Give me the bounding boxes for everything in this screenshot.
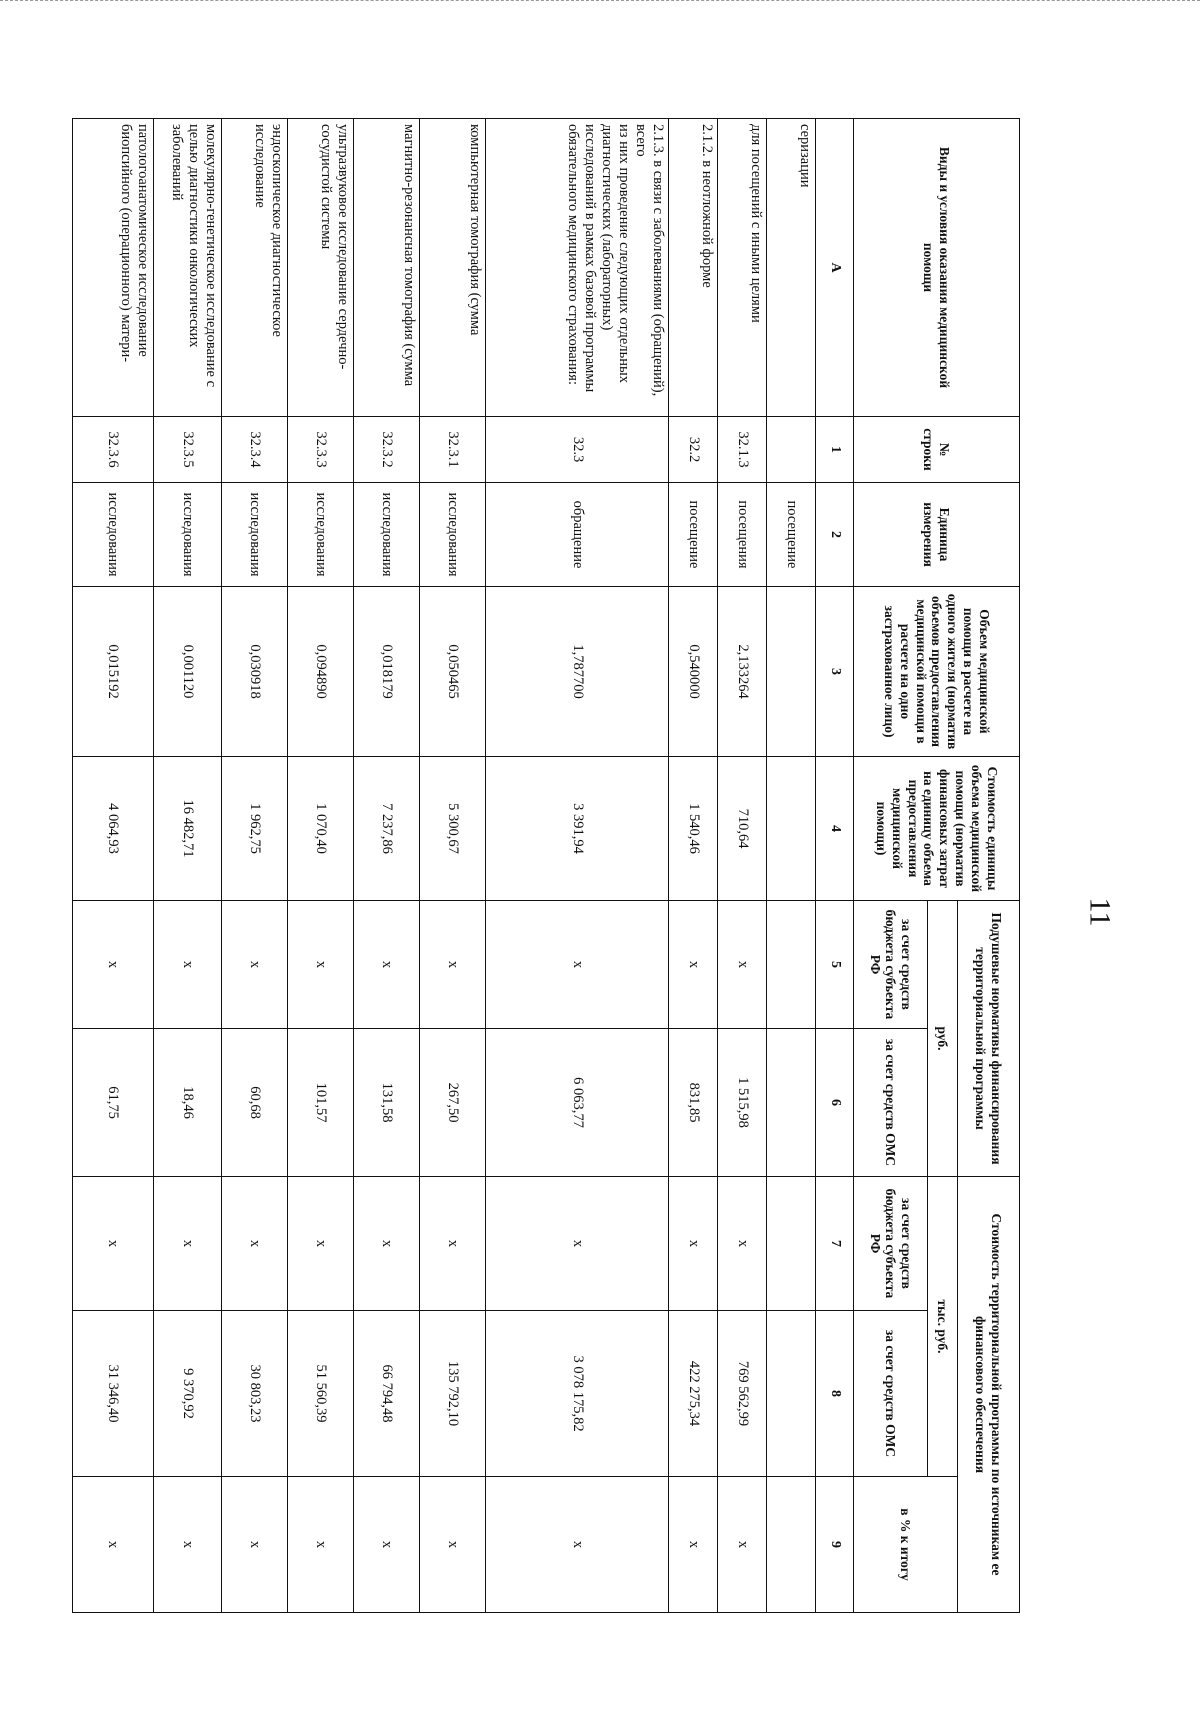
- row-budget-5: х: [354, 901, 420, 1029]
- table-row: [718, 119, 767, 1613]
- row-oms-6: 1 515,98: [718, 1029, 767, 1177]
- row-unit-cost: [767, 757, 816, 901]
- row-budget-5: х: [73, 901, 154, 1029]
- row-unit-cost: 1 070,40: [288, 757, 354, 901]
- row-budget-7: х: [718, 1177, 767, 1311]
- index-cell: А: [816, 119, 854, 417]
- row-line-number: 32.3.3: [288, 417, 354, 483]
- row-unit: исследования: [420, 483, 486, 587]
- row-oms-6: 267,50: [420, 1029, 486, 1177]
- row-unit-cost: 16 482,71: [153, 757, 222, 901]
- financing-table: [72, 118, 1020, 1613]
- row-unit-cost: 7 237,86: [354, 757, 420, 901]
- row-unit: исследования: [73, 483, 154, 587]
- row-line-number: 32.3: [486, 417, 669, 483]
- row-budget-7: х: [354, 1177, 420, 1311]
- row-percent: х: [222, 1477, 288, 1613]
- row-oms-8: 135 792,10: [420, 1311, 486, 1477]
- row-budget-5: х: [153, 901, 222, 1029]
- header-unit-cost: Стоимость единицы объема медицинской помощи (норматив финансовых затрат на единицу объема предоставления медицинской помощи): [854, 757, 1020, 901]
- row-percent: х: [669, 1477, 718, 1613]
- row-oms-8: 66 794,48: [354, 1311, 420, 1477]
- row-budget-7: [767, 1177, 816, 1311]
- row-unit: посещение: [669, 483, 718, 587]
- index-cell: 9: [816, 1477, 854, 1613]
- column-index-row: [816, 119, 854, 1613]
- row-line-number: 32.3.4: [222, 417, 288, 483]
- row-percent: х: [486, 1477, 669, 1613]
- row-volume: [767, 587, 816, 757]
- table-row: [222, 119, 288, 1613]
- row-percent: х: [718, 1477, 767, 1613]
- row-budget-7: х: [669, 1177, 718, 1311]
- table-row: [288, 119, 354, 1613]
- header-program-cost-group: Стоимость территориальной программы по источникам ее финансового обеспечения: [958, 1177, 1020, 1613]
- index-cell: 1: [816, 417, 854, 483]
- row-unit: исследования: [222, 483, 288, 587]
- row-label: 2.1.2. в неотложной форме: [669, 119, 718, 417]
- row-unit: исследования: [288, 483, 354, 587]
- row-line-number: 32.3.2: [354, 417, 420, 483]
- row-budget-7: х: [288, 1177, 354, 1311]
- row-line-number: 32.3.5: [153, 417, 222, 483]
- index-cell: 3: [816, 587, 854, 757]
- row-budget-5: х: [718, 901, 767, 1029]
- row-volume: 0,540000: [669, 587, 718, 757]
- row-percent: х: [153, 1477, 222, 1613]
- row-unit-cost: 1 962,75: [222, 757, 288, 901]
- row-percent: х: [73, 1477, 154, 1613]
- index-cell: 5: [816, 901, 854, 1029]
- row-budget-7: х: [486, 1177, 669, 1311]
- row-unit-cost: 4 064,93: [73, 757, 154, 901]
- row-volume: 0,030918: [222, 587, 288, 757]
- row-oms-6: 101,57: [288, 1029, 354, 1177]
- index-cell: 6: [816, 1029, 854, 1177]
- row-percent: х: [288, 1477, 354, 1613]
- scan-edge: [0, 0, 1200, 9]
- table-row: [669, 119, 718, 1613]
- row-budget-7: х: [222, 1177, 288, 1311]
- row-oms-8: 30 803,23: [222, 1311, 288, 1477]
- table-row: [153, 119, 222, 1613]
- row-oms-6: 18,46: [153, 1029, 222, 1177]
- row-budget-5: х: [288, 901, 354, 1029]
- header-unit-rub: руб.: [928, 901, 958, 1177]
- table-row: [354, 119, 420, 1613]
- row-budget-5: х: [669, 901, 718, 1029]
- header-line-number: № строки: [854, 417, 1020, 483]
- table-row: [420, 119, 486, 1613]
- row-line-number: 32.1.3: [718, 417, 767, 483]
- row-volume: 0,015192: [73, 587, 154, 757]
- table-row: [767, 119, 816, 1613]
- row-oms-8: 769 562,99: [718, 1311, 767, 1477]
- row-label: компьютерная томография (сумма: [420, 119, 486, 417]
- row-label: для посещений с иными целями: [718, 119, 767, 417]
- header-unit: Единица измерения: [854, 483, 1020, 587]
- row-label: 2.1.3. в связи с заболеваниями (обращений), всего из них проведение следующих отдельных диагностических (лабораторных) исследований в рамках базовой программы обязательного медицинского страхования:: [486, 119, 669, 417]
- row-volume: 0,001120: [153, 587, 222, 757]
- header-kinds: Виды и условия оказания медицинской помощи: [854, 119, 1020, 417]
- row-percent: [767, 1477, 816, 1613]
- row-unit: посещение: [767, 483, 816, 587]
- header-budget-5: за счет средств бюджета субъекта РФ: [854, 901, 928, 1029]
- index-cell: 8: [816, 1311, 854, 1477]
- row-unit: исследования: [354, 483, 420, 587]
- row-oms-6: 831,85: [669, 1029, 718, 1177]
- row-volume: 0,018179: [354, 587, 420, 757]
- row-percent: х: [354, 1477, 420, 1613]
- table-row: [486, 119, 669, 1613]
- page-number: 11: [1083, 897, 1117, 927]
- row-label: молекулярно-генетическое исследование с целью диагностики онкологических заболеваний: [153, 119, 222, 417]
- index-cell: 2: [816, 483, 854, 587]
- row-oms-6: 60,68: [222, 1029, 288, 1177]
- index-cell: 4: [816, 757, 854, 901]
- row-unit: исследования: [153, 483, 222, 587]
- rotated-table-container: [72, 118, 1020, 1612]
- row-unit-cost: 710,64: [718, 757, 767, 901]
- row-oms-8: 9 370,92: [153, 1311, 222, 1477]
- row-budget-5: х: [222, 901, 288, 1029]
- row-unit: посещения: [718, 483, 767, 587]
- row-budget-5: [767, 901, 816, 1029]
- row-label: патологоанатомическое исследование биопсийного (операционного) матери-: [73, 119, 154, 417]
- row-volume: 0,050465: [420, 587, 486, 757]
- row-budget-7: х: [73, 1177, 154, 1311]
- row-volume: 0,094890: [288, 587, 354, 757]
- row-oms-6: 6 063,77: [486, 1029, 669, 1177]
- row-budget-5: х: [420, 901, 486, 1029]
- header-percent: в % к итогу: [854, 1477, 958, 1613]
- row-oms-6: [767, 1029, 816, 1177]
- header-per-capita-group: Подушевые нормативы финансирования территориальной программы: [958, 901, 1020, 1177]
- row-line-number: [767, 417, 816, 483]
- header-oms-6: за счет средств ОМС: [854, 1029, 928, 1177]
- row-unit: обращение: [486, 483, 669, 587]
- row-unit-cost: 3 391,94: [486, 757, 669, 901]
- row-oms-8: 3 078 175,82: [486, 1311, 669, 1477]
- row-volume: 2,133264: [718, 587, 767, 757]
- row-oms-8: [767, 1311, 816, 1477]
- row-line-number: 32.3.1: [420, 417, 486, 483]
- row-label: эндоскопическое диагностическое исследование: [222, 119, 288, 417]
- header-budget-7: за счет средств бюджета субъекта РФ: [854, 1177, 928, 1311]
- table-row: [73, 119, 154, 1613]
- header-oms-8: за счет средств ОМС: [854, 1311, 928, 1477]
- row-line-number: 32.2: [669, 417, 718, 483]
- row-label: магнитно-резонансная томография (сумма: [354, 119, 420, 417]
- row-oms-8: 422 275,34: [669, 1311, 718, 1477]
- row-oms-8: 31 346,40: [73, 1311, 154, 1477]
- row-budget-7: х: [420, 1177, 486, 1311]
- row-label: ультразвуковое исследование сердечно-сосудистой системы: [288, 119, 354, 417]
- row-unit-cost: 1 540,46: [669, 757, 718, 901]
- row-percent: х: [420, 1477, 486, 1613]
- row-budget-5: х: [486, 901, 669, 1029]
- row-volume: 1,787700: [486, 587, 669, 757]
- row-oms-8: 51 560,39: [288, 1311, 354, 1477]
- row-unit-cost: 5 300,67: [420, 757, 486, 901]
- row-oms-6: 61,75: [73, 1029, 154, 1177]
- row-label: серизации: [767, 119, 816, 417]
- row-budget-7: х: [153, 1177, 222, 1311]
- index-cell: 7: [816, 1177, 854, 1311]
- row-line-number: 32.3.6: [73, 417, 154, 483]
- header-volume: Объем медицинской помощи в расчете на одного жителя (норматив объемов предоставления медицинской помощи в расчете на одно застрахованное лицо): [854, 587, 1020, 757]
- header-unit-trub: тыс. руб.: [928, 1177, 958, 1477]
- row-oms-6: 131,58: [354, 1029, 420, 1177]
